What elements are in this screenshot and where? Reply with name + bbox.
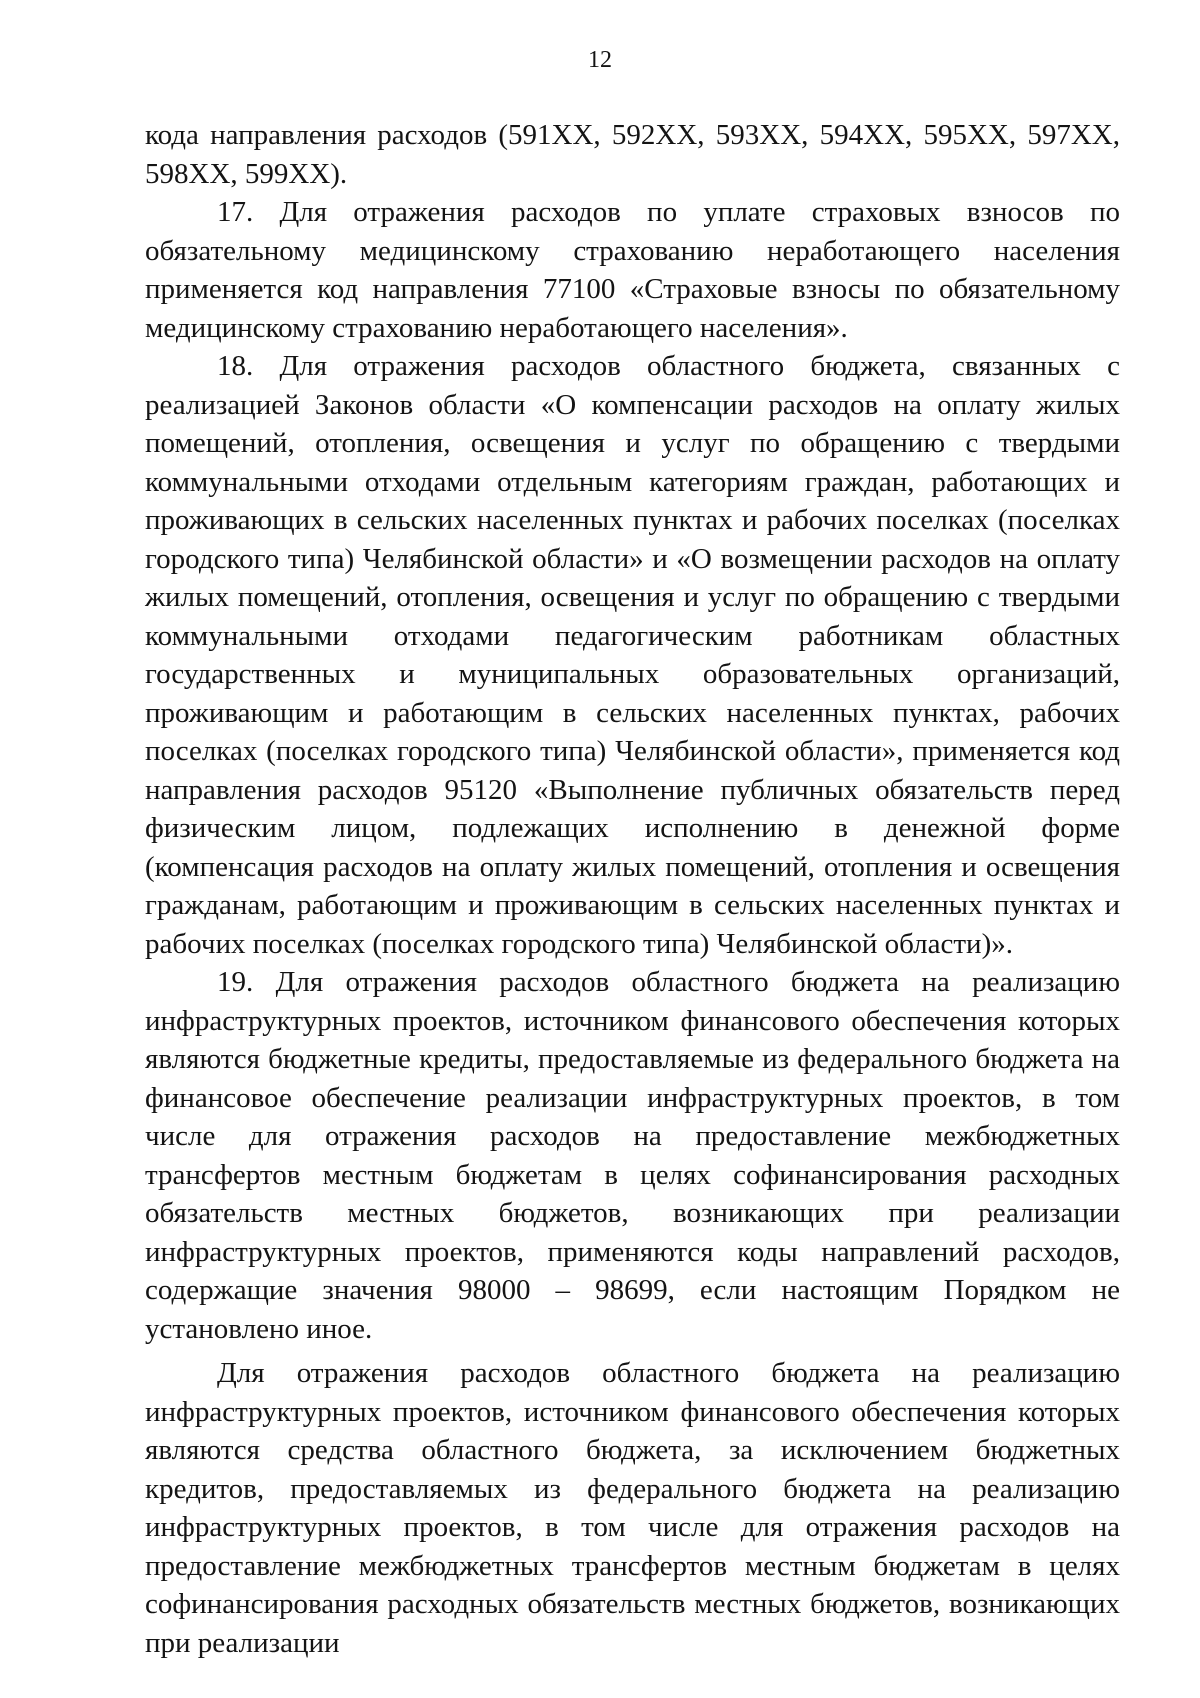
paragraph-item-18: 18. Для отражения расходов областного бюджета, связанных с реализацией Законов области «О компенсации расходов на оплату жилых помещений, отопления, освещения и услуг по обращению с твердыми коммунальными отходами отдельным категориям граждан, работающих и проживающих в сельских населенных пунктах и рабочих поселках (поселках городского типа) Челябинской области» и «О возмещении расходов на оплату жилых помещений, отопления, освещения и услуг по обращению с твердыми коммунальными отходами педагогическим работникам областных государственных и муниципальных образовательных организаций, проживающим и работающим в сельских населенных пунктах, рабочих поселках (поселках городского типа) Челябинской области», применяется код направления расходов 95120 «Выполнение публичных обязательств перед физическим лицом, подлежащих исполнению в денежной форме (компенсация расходов на оплату жилых помещений, отопления и освещения гражданам, работающим и проживающим в сельских населенных пунктах и рабочих поселках (поселках городского типа) Челябинской области)». <box>145 350 1120 960</box>
document-body <box>145 116 1120 1662</box>
paragraph-continuation: кода направления расходов (591XX, 592XX, 593XX, 594XX, 595XX, 597XX, 598XX, 599XX). <box>145 119 1120 190</box>
page-number: 12 <box>588 47 612 73</box>
paragraph-item-19-continued: Для отражения расходов областного бюджета на реализацию инфраструктурных проектов, источником финансового обеспечения которых являются средства областного бюджета, за исключением бюджетных кредитов, предоставляемых из федерального бюджета на реализацию инфраструктурных проектов, в том числе для отражения расходов на предоставление межбюджетных трансфертов местным бюджетам в целях софинансирования расходных обязательств местных бюджетов, возникающих при реализации <box>145 1357 1120 1659</box>
paragraph-item-17: 17. Для отражения расходов по уплате страховых взносов по обязательному медицинскому страхованию неработающего населения применяется код направления 77100 «Страховые взносы по обязательному медицинскому страхованию неработающего населения». <box>145 196 1120 344</box>
paragraph-item-19: 19. Для отражения расходов областного бюджета на реализацию инфраструктурных проектов, источником финансового обеспечения которых являются бюджетные кредиты, предоставляемые из федерального бюджета на финансовое обеспечение реализации инфраструктурных проектов, в том числе для отражения расходов на предоставление межбюджетных трансфертов местным бюджетам в целях софинансирования расходных обязательств местных бюджетов, возникающих при реализации инфраструктурных проектов, применяются коды направлений расходов, содержащие значения 98000 – 98699, если настоящим Порядком не установлено иное. <box>145 966 1120 1345</box>
